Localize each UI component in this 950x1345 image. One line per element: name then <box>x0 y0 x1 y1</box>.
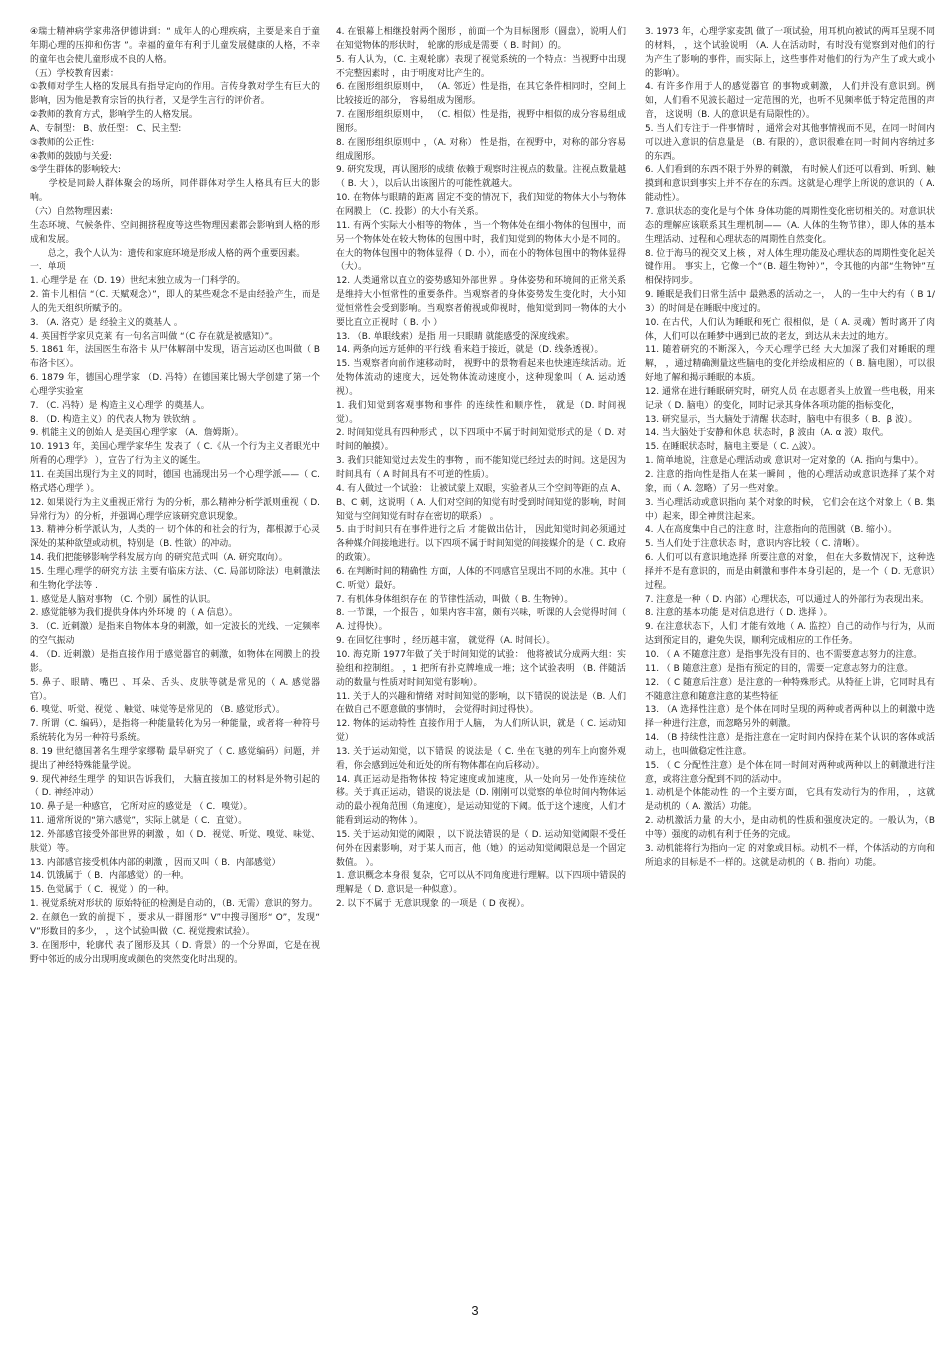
paragraph: 15. 生理心理学的研究方法 主要有临床方法、（C. 局部切除法）电刺激法和生物化学法等 . <box>30 566 320 591</box>
paragraph: 15. （ C 分配性注意）是个体在同一时间对两种或两种以上的刺激进行注意，或将注意分配到不同的活动中。 <box>645 760 935 785</box>
paragraph: 14. 真正运动是指物体按 特定速度或加速度，从一处向另一处作连续位移。关于真正运动，错误的说法是（D. 刚刚可以觉察的单位时间内物体运动的最小视角范围（角速度），是运动知觉的下阈。低于这个速度，人们才能看到运动的物体 ）。 <box>336 774 626 827</box>
paragraph: 2. 注意的指向性是指人在某一瞬间 ，他的心理活动或意识选择了某个对象，而（ A. 忽略）了另一些对象。 <box>645 470 935 494</box>
paragraph: 7. 注意是一种（ D. 内部）心理状态，可以通过人的外部行为表现出来。 <box>645 594 929 605</box>
paragraph: ③教师的公正性: <box>30 137 95 148</box>
paragraph: 5. 鼻子、眼睛、嘴巴 、耳朵、舌头、皮肤等就是常见的（ A. 感觉器官）。 <box>30 677 320 702</box>
paragraph: 一．单项 <box>30 262 66 273</box>
paragraph: ⑤学生群体的影响较大: <box>30 165 121 176</box>
paragraph: （六）自然物理因素: <box>30 206 113 217</box>
paragraph: 2. 动机激活力量 的大小，是由动机的性质和强度决定的。一般认为，（B 中等）强度的动机有利于任务的完成。 <box>645 816 935 840</box>
paragraph: ④瑞士精神病学家弗洛伊德讲到：“ 成年人的心理疾病，主要是来自于童年期心理的压抑和伤害 ”。幸福的童年有利于儿童发展健康的人格，不幸的童年也会使儿童形成不良的人格。 <box>30 27 320 65</box>
paragraph: 3. 1973 年，心理学家麦凯 做了一项试验，用耳机向被试的两耳呈现不同的材料， ，这个试验说明 （A. 人在活动时，有时没有觉察到对他们的行为产生了影响的事件，而实际上，这些事件对他们的行为产生了或大或小的影响）。 <box>645 27 935 79</box>
paragraph: 2. 在颜色一致的前提下 ，要求从一群图形“ V”中搜寻图形“ O”，发现“ V”形数目的多少， ，这个试验叫做（C. 视觉搜索试验）。 <box>30 913 320 937</box>
paragraph: 3. （C. 近刺激）是指来自物体本身的刺激，如一定波长的光线、一定频率的空气振动 <box>30 622 320 647</box>
paragraph: 6. 人们看到的东西不限于外界的刺激， 有时候人们还可以看到、听到、触摸到和意识到事实上并不存在的东西。这就是心理学上所说的意识的（ A. 能动性）。 <box>645 165 935 204</box>
paragraph: 4. 有许多作用于人的感觉器官 的事物或刺激， 人们并没有意识到。例如，人们看不见波长超过一定范围的光，也听不见频率低于特定范围的声音， 这说明（B. 人的意识是有局限性的）。 <box>645 82 935 121</box>
paragraph: 6. 在图形组织原则中， （A. 邻近）性是指，在其它条件相同时，空间上比较接近的部分， 容易组成为图形。 <box>336 82 626 107</box>
column-left <box>30 26 320 967</box>
paragraph: 9. 机能主义的创始人 是美国心理学家 （A．詹姆斯）。 <box>30 428 244 439</box>
paragraph: 6. 人们可以有意识地选择 所要注意的对象， 但在大多数情况下，这种选择并不是有意识的，而是由刺激和事件本身引起的，是一个（ D. 无意识）过程。 <box>645 553 935 591</box>
paragraph: 1. 感觉是人脑对事物 （C. 个别）属性的认识。 <box>30 594 216 605</box>
paragraph: 7. 在图形组织原则中， （C. 相似）性是指，视野中相似的成分容易组成图形。 <box>336 110 626 134</box>
paragraph: 14. 当大脑处于安静和休息 状态时，β 波由（A. α 波）取代。 <box>645 428 889 439</box>
paragraph: 13. （A 选择性注意）是个体在同时呈现的两种或者两种以上的刺激中选择一种进行注意，而忽略另外的刺激。 <box>645 705 935 730</box>
column-right <box>645 26 935 870</box>
paragraph: 2. 感觉能够为我们提供身体内外环境 的（ A 信息）。 <box>30 608 238 619</box>
paragraph: 12. 外部感官接受外部世界的刺激 ，如（ D．视觉、听觉、嗅觉、味觉、肤觉）等。 <box>30 829 320 854</box>
paragraph: 6. 嗅觉、听觉、视觉 、触觉、味觉等是常见的 （B. 感觉形式）。 <box>30 705 285 716</box>
paragraph: 10. 1913 年，美国心理学家华生 发表了（ C.《从一个行为主义者眼光中所看的心理学》 ），宣告了行为主义的诞生。 <box>30 442 320 467</box>
paragraph: 7. 所谓（C. 编码），是指将一种能量转化为另一种能量，或者将一种符号系统转化为另一种符号系统。 <box>30 719 320 744</box>
paragraph: 13. （B. 单眼线索）是指 用一只眼睛 就能感受的深度线索。 <box>336 331 575 342</box>
paragraph: 3. 我们只能知觉过去发生的事物 ，而不能知觉已经过去的时间。这是因为时间具有（ A 时间具有不可逆的性质）。 <box>336 456 626 480</box>
paragraph: 6. 1879 年，德国心理学家 （D. 冯特）在德国莱比锡大学创建了第一个心理学实验室 <box>30 373 320 397</box>
paragraph: 10. 在古代，人们认为睡眠和死亡 很相似，是（ A. 灵魂）暂时离开了肉体，人们可以在睡梦中遇到已故的老友，到达从未去过的地方。 <box>645 317 935 342</box>
paragraph: 9. 现代神经生理学 的知识告诉我们， 大脑直接加工的材料是外物引起的（ D. 神经冲动） <box>30 774 320 799</box>
paragraph: （五）学校教育因素： <box>30 68 119 79</box>
paragraph: 5. 当人们专注于一件事情时 ，通常会对其他事情视而不见，在同一时间内可以进入意识的信息量是 （B. 有限的），意识很难在同一时间内容纳过多的东西。 <box>645 123 935 162</box>
paragraph: 15. 当观察者向前作速移动时， 视野中的景物看起来也快速连续活动。近处物体流动的速度大，远处物体流动速度小，这种现象叫（ A. 运动透视）。 <box>336 359 626 397</box>
paragraph: 1. 心理学是 在（D. 19）世纪末独立成为一门科学的。 <box>30 276 246 287</box>
paragraph: 13. 研究显示，当大脑处于清醒 状态时，脑电中有很多（ B．β 波）。 <box>645 414 918 425</box>
paragraph: 1. 动机是个体能动性 的一个主要方面， 它具有发动行为的作用， ，这就是动机的（ A. 激活）功能。 <box>645 788 935 813</box>
paragraph: 8. 一节课，一个报告 ，如果内容丰富，颇有兴味，听课的人会觉得时间（ A. 过得快）。 <box>336 608 626 633</box>
paragraph: 14. 我们把能够影响学科发展方向 的研究范式叫（A. 研究取向）。 <box>30 553 288 564</box>
paragraph: 1. 简单地说，注意是心理活动或 意识对一定对象的（A. 指向与集中）。 <box>645 456 924 467</box>
paragraph: 1. 视觉系统对形状的 原始特征的检测是自动的，（B. 无需）意识的努力。 <box>30 899 318 910</box>
paragraph: 11. 随着研究的不断深入，今天心理学已经 大大加深了我们对睡眠的理解， ，通过精确测量这些脑电的变化并绘成相应的（ B. 脑电图），可以很好地了解和揭示睡眠的本质。 <box>645 345 935 384</box>
paragraph: 5. 当人们处于注意状态 时，意识内容比较（ C. 清晰）。 <box>645 539 865 550</box>
paragraph: 13. 关于运动知觉，以下错误 的说法是（ C. 坐在飞驰的列车上向窗外观看，你会感到远处和近处的所有物体都在向后移动）。 <box>336 746 626 771</box>
paragraph: 12. 人类通常以直立的姿势感知外部世界 。身体姿势和环境间的正常关系是维持大小恒常性的重要条件。当观察者的身体姿势发生变化时，大小知觉恒常性会受到影响。当观察者俯视或仰视时，他知觉到同一物体的大小要比直立正视时（ B. 小 ） <box>336 276 626 328</box>
paragraph: 6. 在判断时间的精确性 方面，人体的不同感官呈现出不同的水准。其中（ C. 听觉）最好。 <box>336 566 626 591</box>
paragraph: 8. 在图形组织原则中 ，（A. 对称） 性是指，在视野中，对称的部分容易组成图形。 <box>336 137 626 162</box>
paragraph: 10. 海克斯 1977年做了关于时间知觉的试验： 他将被试分成两大组：实验组和控制组。 ，1 把所有扑克牌堆成一堆；这个试验表明 （B. 伴随活动的数量与性质对时间知觉有影响）。 <box>336 649 626 688</box>
paragraph: 总之，我个人认为：遗传和家庭环境是形成人格的两个重要因素。 <box>30 248 306 259</box>
paragraph: 11. （ B 随意注意）是指有预定的目的，需要一定意志努力的注意。 <box>645 663 914 674</box>
paragraph: 15. 色觉属于（ C．视觉 ）的一种。 <box>30 885 175 896</box>
paragraph: A、专制型： B、放任型： C、民主型: <box>30 123 182 134</box>
paragraph: 2. 时间知觉具有四种形式 ，以下四项中不属于时间知觉形式的是（ D. 对时间的触摸）。 <box>336 428 626 453</box>
paragraph: 11. 在美国出现行为主义的同时，德国 也涌现出另一个心理学派——（ C. 格式塔心理学 ）。 <box>30 470 320 494</box>
paragraph: 9. 在注意状态下，人们 才能有效地（ A. 监控）自己的动作与行为，从而达到预定目的，避免失误，顺利完成相应的工作任务。 <box>645 622 935 647</box>
paragraph: 12. 如果说行为主义重视正常行 为的分析，那么精神分析学派则重视（ D. 异常行为）的分析，并强调心理学应该研究意识现象。 <box>30 497 320 522</box>
paragraph: 8. 注意的基本功能 是对信息进行（ D. 选择 ）。 <box>645 608 833 619</box>
paragraph: 11. 通常所说的“第六感觉”，实际上就是（ C．直觉）。 <box>30 816 248 827</box>
paragraph: 10. （ A 不随意注意）是指事先没有目的、也不需要意志努力的注意。 <box>645 649 923 660</box>
paragraph: 3. 动机能将行为指向一定 的对象或目标。动机不一样，个体活动的方向和所追求的目标是不一样的。这就是动机的（ B. 指向）功能。 <box>645 843 935 868</box>
paragraph: 1. 意识概念本身很 复杂，它可以从不同角度进行理解。以下四项中错误的理解是（ D. 意识是一种似意）。 <box>336 871 626 896</box>
paragraph: 2. 笛卡儿相信 “（C. 天赋观念）”，即人的某些观念不是由经验产生，而是人的先天组织所赋予的。 <box>30 290 320 314</box>
paragraph: 5. 有人认为，（C. 主观轮廓）表现了视觉系统的一个特点：当视野中出现不完整因素时 ，由于明度对比产生的。 <box>336 54 626 79</box>
paragraph: ②教师的教育方式，影响学生的人格发展。 <box>30 110 198 121</box>
paragraph: 4. 在银幕上相继投射两个图形 ，前面一个为目标图形（圆盘），说明人们在知觉物体的形状时， 轮廓的形成是需要（ B. 时间）的。 <box>336 27 626 51</box>
paragraph: 12. 物体的运动特性 直接作用于人脑， 为人们所认识，就是（ C. 运动知觉） <box>336 719 626 744</box>
paragraph: 1. 我们知觉到客观事物和事件 的连续性和顺序性， 就是（D. 时间视觉）。 <box>336 400 626 425</box>
paragraph: 9. 在回忆往事时 ，经历越丰富， 就觉得（A. 时间长）。 <box>336 636 556 647</box>
paragraph: 7. 意识状态的变化是与个体 身体功能的周期性变化密切相关的。对意识状态的理解应该联系其生理机制——（A. 人体的生物节律），即人体的基本生理活动、过程和心理状态的周期性自然变化。 <box>645 206 935 245</box>
page-number: 3 <box>471 1303 479 1318</box>
paragraph: 10. 鼻子是一种感官， 它所对应的感觉是 （ C．嗅觉）。 <box>30 802 253 813</box>
paragraph: 8. 位于海马的视交叉上核 ，对人体生理功能及心理状态的周期性变化起关键作用。 事实上，它像一个“（B. 超生物钟）”，令其他的内部“生物钟”互相保持同步。 <box>645 248 935 287</box>
paragraph: 13. 精神分析学派认为，人类的一 切个体的和社会的行为，都根源于心灵深处的某种欲望或动机，特别是（B. 性欲）的冲动。 <box>30 525 320 550</box>
paragraph: 12. （ C 随意后注意）是注意的一种特殊形式。从特征上讲，它同时具有不随意注意和随意注意的某些特征 <box>645 677 935 702</box>
paragraph: 2. 以下不属于 无意识现象 的一项是（ D 夜视）。 <box>336 899 530 910</box>
paragraph: 9. 研究发现，再认图形的成绩 依赖于观察时注视点的数量。注视点数量越（ B. 大 ），以后认出该图片的可能性就越大。 <box>336 165 626 190</box>
paragraph: 5. 由于时间只有在事件进行之后 才能做出估计， 因此知觉时间必须通过各种媒介间接地进行。以下四项不属于时间知觉的间接媒介的是（ C. 政府的政策）。 <box>336 525 626 564</box>
paragraph: 3. 在图形中，轮廓代 表了图形及其（ D. 背景）的一个分界面，它是在视野中邻近的成分出现明度或颜色的突然变化时出现的。 <box>30 940 320 965</box>
paragraph: 13. 内部感官接受机体内部的刺激 ，因而又叫（ B．内部感觉） <box>30 857 281 868</box>
paragraph: 14. （B 持续性注意）是指注意在一定时间内保持在某个认识的客体或活动上，也叫做稳定性注意。 <box>645 733 935 757</box>
paragraph: ④教师的鼓励与关爱: <box>30 151 112 162</box>
paragraph: 3. 当心理活动或意识指向 某个对象的时候， 它们会在这个对象上（ B. 集中）起来，即全神贯注起来。 <box>645 497 935 522</box>
column-middle <box>336 26 626 912</box>
paragraph: 12. 通常在进行睡眠研究时，研究人员 在志愿者头上放置一些电极，用来记录（ D. 脑电）的变化，同时记录其身体各项功能的指标变化， <box>645 386 935 411</box>
paragraph: 11. 关于人的兴趣和情绪 对时间知觉的影响，以下错误的说法是（B. 人们在做自己不愿意做的事情时， 会觉得时间过得快）。 <box>336 691 626 716</box>
paragraph: 9. 睡眠是我们日常生活中 最熟悉的活动之一， 人的一生中大约有（ B 1/3）的时间是在睡眠中度过的。 <box>645 290 935 314</box>
paragraph: ①教师对学生人格的发展具有指导定向的作用。言传身教对学生有巨大的影响，因为他是教育宗旨的执行者，又是学生言行的评价者。 <box>30 82 320 107</box>
paragraph: 14. 两条向远方延伸的平行线 看来趋于接近，就是（D. 线条透视）。 <box>336 345 604 356</box>
paragraph: 生态环境、气候条件、空间拥挤程度等这些物理因素都会影响到人格的形成和发展。 <box>30 220 320 245</box>
paragraph: 14. 饥饿属于（ B．内部感觉）的一种。 <box>30 871 189 882</box>
paragraph: 8. （D. 构造主义）的代表人物为 铁钦纳 。 <box>30 414 202 425</box>
paragraph: 4. 英国哲学家贝克莱 有一句名言叫做 “（C 存在就是被感知）”。 <box>30 331 279 342</box>
paragraph: 4. 有人做过一个试验： 让被试蒙上双眼，实验者从三个空间等距的点 A、B、C 刺，这说明（ A. 人们对空间的知觉有时受到时间知觉的影响，时间知觉与空间知觉有时存在密切的联系） 。 <box>336 483 626 522</box>
paragraph: 15. 在睡眠状态时，脑电主要是（ C. △波）。 <box>645 442 821 453</box>
paragraph: 15. 关于运动知觉的阈限 ，以下说法错误的是（ D. 运动知觉阈限不受任何外在因素影响，对于某人而言，他（她）的运动知觉阈限总是一个固定数值。 ）。 <box>336 829 626 868</box>
paragraph: 3. （A. 洛克）是 经验主义的奠基人 。 <box>30 317 183 328</box>
paragraph: 4. （D. 近刺激）是指直接作用于感觉器官的刺激，如物体在网膜上的投影。 <box>30 649 320 674</box>
paragraph: 10. 在物体与眼睛的距离 固定不变的情况下，我们知觉的物体大小与物体在网膜上 （C. 投影）的大小有关系。 <box>336 193 626 217</box>
paragraph: 11. 有两个实际大小相等的物体 ，当一个物体处在细小物体的包围中，而另一个物体处在较大物体的包围中时，我们知觉到的物体大小是不同的。在大的物体包围中的物体显得（ D. 小），而在小的物体包围中的物体显得（大）。 <box>336 220 626 273</box>
paragraph: 8. 19 世纪德国著名生理学家缪勒 最早研究了（ C. 感觉编码）问题，并提出了神经特殊能量学说。 <box>30 746 320 771</box>
paragraph: 4. 人在高度集中自己的注意 时，注意指向的范围就（B. 缩小）。 <box>645 525 898 536</box>
paragraph: 5. 1861 年，法国医生布洛卡 从尸体解剖中发现，语言运动区也叫做（ B 布洛卡区）。 <box>30 345 320 370</box>
paragraph: 7. （C. 冯特）是 构造主义心理学 的奠基人。 <box>30 400 210 411</box>
paragraph: 7. 有机体身体组织存在 的节律性活动，叫做（ B. 生物钟）。 <box>336 594 574 605</box>
paragraph: 学校是同龄人群体聚会的场所，同伴群体对学生人格具有巨大的影响。 <box>30 179 320 204</box>
